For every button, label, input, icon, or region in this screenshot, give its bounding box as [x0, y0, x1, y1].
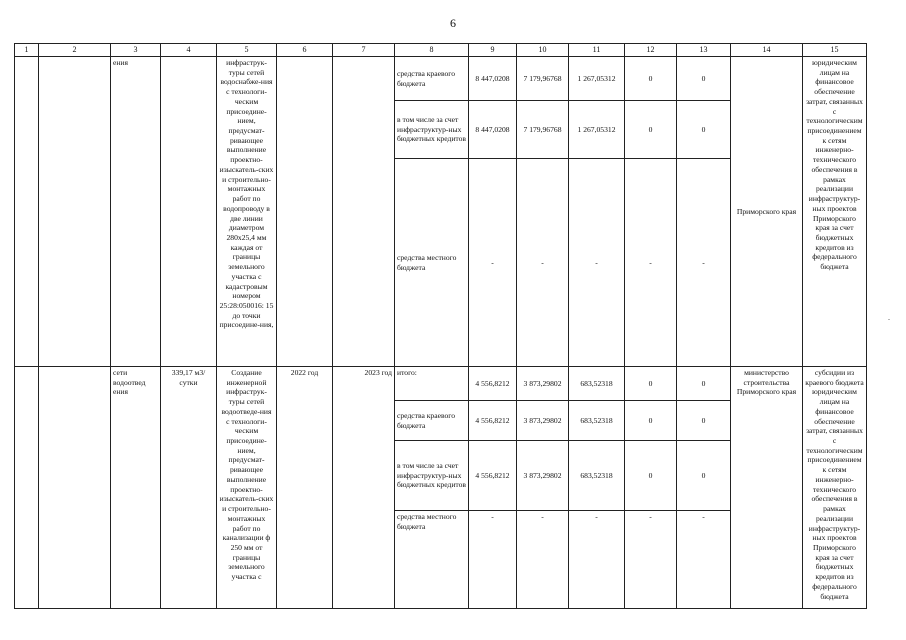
value-cell: -	[625, 159, 677, 367]
cell-empty	[15, 57, 39, 367]
value-cell: 7 179,96768	[517, 101, 569, 159]
column-header: 14	[731, 44, 803, 57]
column-header: 4	[161, 44, 217, 57]
value-cell: 0	[625, 441, 677, 511]
column-header: 12	[625, 44, 677, 57]
object-name-cell: сети водоотвед ения	[111, 367, 161, 609]
value-cell: -	[517, 159, 569, 367]
value-cell: 0	[677, 57, 731, 101]
value-cell: -	[469, 159, 517, 367]
cell-empty	[333, 57, 395, 367]
page-number: 6	[450, 16, 456, 30]
capacity-cell: 339,17 м3/сутки	[161, 367, 217, 609]
table-row	[15, 367, 867, 401]
description-cell: Создание инженерной инфраструк-туры сетей водоотведе-ния с технологи-ческим присоедине-нием, предусмат-ривающее выполнение проектно-изыскатель-ских и строительно-монтажных работ по канализации ф 250 мм от границы земельного участка с	[217, 367, 277, 609]
value-cell: 7 179,96768	[517, 57, 569, 101]
value-cell: 0	[625, 101, 677, 159]
value-cell: 0	[625, 57, 677, 101]
value-cell: 3 873,29802	[517, 367, 569, 401]
column-header: 7	[333, 44, 395, 57]
responsible-body-cell: министерство строительства Приморского края	[731, 367, 803, 609]
funding-source: средства местного бюджета	[395, 511, 469, 609]
value-cell: 683,52318	[569, 401, 625, 441]
value-cell: 1 267,05312	[569, 101, 625, 159]
object-name-cell: ения	[111, 57, 161, 367]
value-cell: 4 556,8212	[469, 441, 517, 511]
value-cell: 0	[677, 367, 731, 401]
value-cell: -	[677, 511, 731, 609]
column-header: 15	[803, 44, 867, 57]
value-cell: 1 267,05312	[569, 57, 625, 101]
cell-empty	[39, 57, 111, 367]
funding-source: средства местного бюджета	[395, 159, 469, 367]
value-cell: 683,52318	[569, 441, 625, 511]
column-number-row	[15, 44, 867, 57]
responsible-body-cell: Приморского края	[731, 57, 803, 367]
funding-source: средства краевого бюджета	[395, 401, 469, 441]
value-cell: -	[677, 159, 731, 367]
margin-mark: .	[888, 313, 890, 322]
purpose-cell: субсидии из краевого бюджета юридическим лицам на финансовое обеспечение затрат, связанных с технологическим присоединением к сетям инженерно-технического обеспечения в рамках реализации инфраструктур-ных проектов Приморского края за счет бюджетных кредитов из федерального бюджета	[803, 367, 867, 609]
value-cell: 0	[625, 367, 677, 401]
description-cell: инфраструк-туры сетей водоснабже-ния с технологи-ческим присоедине-нием, предусмат-ривающее выполнение проектно-изыскатель-ских и строительно-монтажных работ по водопроводу в две линии диаметром 280х25,4 мм каждая от границы земельного участка с кадастровым номером 25:28:050016: 15 до точки присоедине-ния,	[217, 57, 277, 367]
column-header: 10	[517, 44, 569, 57]
column-header: 13	[677, 44, 731, 57]
value-cell: -	[625, 511, 677, 609]
cell-empty	[161, 57, 217, 367]
end-year-cell: 2023 год	[333, 367, 395, 609]
value-cell: 8 447,0208	[469, 57, 517, 101]
value-cell: -	[569, 511, 625, 609]
cell-empty	[277, 57, 333, 367]
column-header: 5	[217, 44, 277, 57]
value-cell: 4 556,8212	[469, 367, 517, 401]
start-year-cell: 2022 год	[277, 367, 333, 609]
table-row	[15, 57, 867, 101]
value-cell: 0	[677, 101, 731, 159]
column-header: 3	[111, 44, 161, 57]
value-cell: 4 556,8212	[469, 401, 517, 441]
column-header: 8	[395, 44, 469, 57]
funding-source: в том числе за счет инфраструктур-ных бюджетных кредитов	[395, 441, 469, 511]
column-header: 2	[39, 44, 111, 57]
value-cell: 8 447,0208	[469, 101, 517, 159]
cell-empty	[39, 367, 111, 609]
value-cell: 0	[625, 401, 677, 441]
column-header: 11	[569, 44, 625, 57]
value-cell: 683,52318	[569, 367, 625, 401]
cell-empty	[15, 367, 39, 609]
value-cell: 0	[677, 441, 731, 511]
funding-source: итого:	[395, 367, 469, 401]
value-cell: -	[469, 511, 517, 609]
value-cell: -	[569, 159, 625, 367]
funding-source: средства краевого бюджета	[395, 57, 469, 101]
value-cell: 3 873,29802	[517, 401, 569, 441]
value-cell: 3 873,29802	[517, 441, 569, 511]
value-cell: -	[517, 511, 569, 609]
value-cell: 0	[677, 401, 731, 441]
column-header: 6	[277, 44, 333, 57]
funding-source: в том числе за счет инфраструктур-ных бюджетных кредитов	[395, 101, 469, 159]
column-header: 9	[469, 44, 517, 57]
purpose-cell: юридическим лицам на финансовое обеспечение затрат, связанных с технологическим присоединением к сетям инженерно-технического обеспечения в рамках реализации инфраструктур-ных проектов Приморского края за счет бюджетных кредитов из федерального бюджета	[803, 57, 867, 367]
column-header: 1	[15, 44, 39, 57]
budget-table	[14, 43, 867, 609]
